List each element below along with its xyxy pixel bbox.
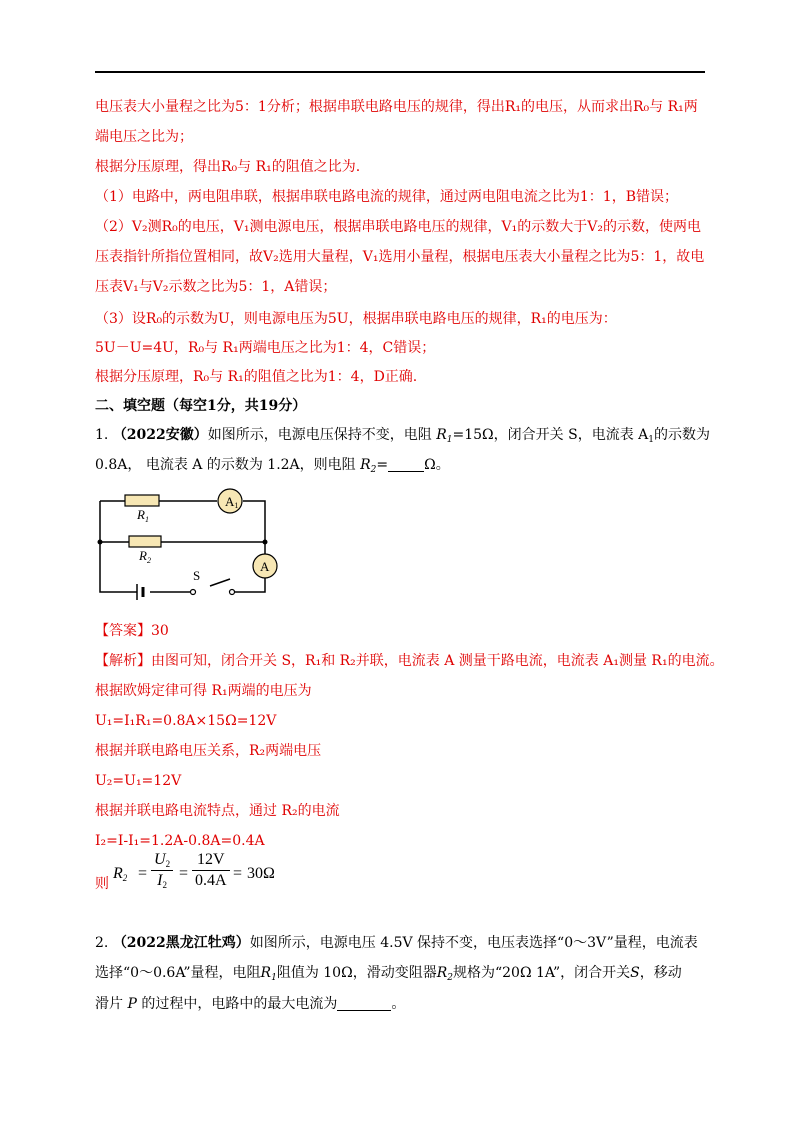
q1-line-2 (95, 455, 715, 480)
q1-line2-a: 0.8A， 电流表 A 的示数为 1.2A，则电阻 (95, 457, 356, 473)
analysis-text: 由图可知，闭合开关 S，R₁和 R₂并联，电流表 A 测量干路电流，电流表 A₁测量 R₁的电流。 (151, 653, 724, 669)
section-heading: 二、填空题（每空1分，共19分） (95, 398, 307, 414)
analysis-line-7: 压表V₁与V₂示数之比为5：1，A错误； (95, 279, 337, 295)
q1-text-a: 如图所示，电源电压保持不变，电阻 (207, 427, 432, 443)
analysis-line-3: 根据分压原理，得出R₀与 R₁的阻值之比为. (95, 159, 361, 175)
formula-eq-3: = (233, 865, 243, 882)
q1-step-1: 根据欧姆定律可得 R₁两端的电压为 (95, 683, 312, 699)
q1-analysis-line (95, 651, 724, 671)
analysis-line-9: 5U－U=4U，R₀与 R₁两端电压之比为1：4，C错误； (95, 340, 436, 356)
circuit-wires (100, 501, 265, 600)
q1-answer-blank[interactable] (388, 458, 424, 472)
resistor-r1 (125, 495, 159, 506)
q2-line2-d: ，移动 (639, 965, 682, 981)
switch-contact (230, 590, 235, 595)
analysis-line-10: 根据分压原理，R₀与 R₁的阻值之比为1：4，D正确. (95, 369, 418, 385)
q1-step-3: 根据并联电路电压关系，R₂两端电压 (95, 743, 322, 759)
ammeter-a1-label: A1 (225, 494, 239, 510)
q1-unit: Ω。 (424, 457, 450, 473)
q2-line2-c: 规格为“20Ω 1A”，闭合开关 (452, 965, 631, 981)
analysis-line-4: （1）电路中，两电阻串联，根据串联电路电流的规律，通过两电阻电流之比为1：1，B错误； (95, 189, 679, 205)
answer-value: 30 (151, 623, 169, 639)
q1-r1-symbol: $R_1$ (436, 427, 453, 445)
q2-line-2 (95, 963, 715, 988)
q1-r2-symbol: $R_2$ (360, 457, 377, 475)
q2-s-symbol: S (630, 965, 640, 981)
junction-right (263, 540, 268, 545)
formula-frac-1: $U_2$ $I_2$ (151, 851, 173, 890)
q2-line3-b: 的过程中，电路中的最大电流为 (141, 996, 338, 1012)
formula-eq-1: = (138, 865, 148, 882)
q1-step-5: 根据并联电路电流特点，通过 R₂的电流 (95, 803, 340, 819)
q1-a1-sub: 1 (648, 435, 655, 445)
q2-line-3 (95, 994, 715, 1014)
circuit-diagram (95, 482, 295, 606)
q1-answer-line (95, 621, 715, 641)
q2-line-1 (95, 933, 715, 953)
analysis-line-2: 端电压之比为； (95, 129, 193, 145)
q2-r2-symbol: $R_2$ (436, 965, 453, 983)
q2-line2-a: 选择“0～0.6A”量程，电阻 (95, 965, 261, 981)
q2-line3-c: 。 (391, 996, 406, 1012)
q1-number: 1. (95, 427, 109, 443)
formula-lhs: $R_2$ (113, 865, 128, 883)
formula-eq-2: = (179, 865, 189, 882)
r1-label: $R_1$ (137, 507, 149, 524)
q2-answer-blank[interactable] (337, 997, 391, 1011)
answer-tag: 【答案】 (95, 623, 151, 639)
switch-pivot (191, 590, 196, 595)
q1-r1-value: =15Ω，闭合开关 S，电流表 A (452, 427, 649, 443)
q1-source: （2022安徽） (112, 427, 208, 443)
resistor-r2 (129, 536, 161, 547)
q1-text-b: 的示数为 (654, 427, 711, 443)
q2-line1-text: 如图所示，电源电压 4.5V 保持不变，电压表选择“0～3V”量程，电流表 (249, 935, 698, 951)
q2-line3-a: 滑片 (95, 996, 123, 1012)
q2-p-symbol: P (127, 996, 137, 1012)
switch-label: S (193, 568, 201, 583)
q2-r1-symbol: $R_1$ (260, 965, 277, 983)
analysis-line-8: （3）设R₀的示数为U，则电源电压为5U，根据串联电路电压的规律，R₁的电压为： (95, 311, 617, 327)
q2-number: 2. (95, 935, 109, 951)
junction-left (98, 540, 103, 545)
analysis-line-5: （2）V₂测R₀的电压，V₁测电源电压，根据串联电路电压的规律，V₁的示数大于V₂的示数，使两电 (95, 219, 701, 235)
analysis-line-1: 电压表大小量程之比为5：1分析；根据串联电路电压的规律，得出R₁的电压，从而求出R₀与 R₁两 (95, 99, 698, 115)
header-rule (95, 71, 705, 73)
formula-result: 30Ω (247, 865, 275, 882)
r2-label: $R_2$ (139, 548, 151, 565)
q1-step-2: U₁=I₁R₁=0.8A×15Ω=12V (95, 713, 277, 729)
ammeter-a-label: A (260, 559, 270, 574)
q1-step-6: I₂=I-I₁=1.2A-0.8A=0.4A (95, 833, 265, 849)
q2-source: （2022黑龙江牡鸡） (112, 935, 250, 951)
q2-line2-b: 阻值为 10Ω，滑动变阻器 (276, 965, 437, 981)
analysis-tag: 【解析】 (95, 653, 151, 669)
q1-final-formula (95, 851, 355, 899)
analysis-line-6: 压表指针所指位置相同，故V₂选用大量程，V₁选用小量程，根据电压表大小量程之比为5：1，故电 (95, 249, 705, 265)
formula-prefix: 则 (95, 877, 109, 892)
q1-line-1 (95, 425, 715, 450)
q1-line2-b: = (376, 457, 389, 473)
q1-step-4: U₂=U₁=12V (95, 773, 182, 789)
formula-frac-2: 12V 0.4A (192, 851, 230, 890)
